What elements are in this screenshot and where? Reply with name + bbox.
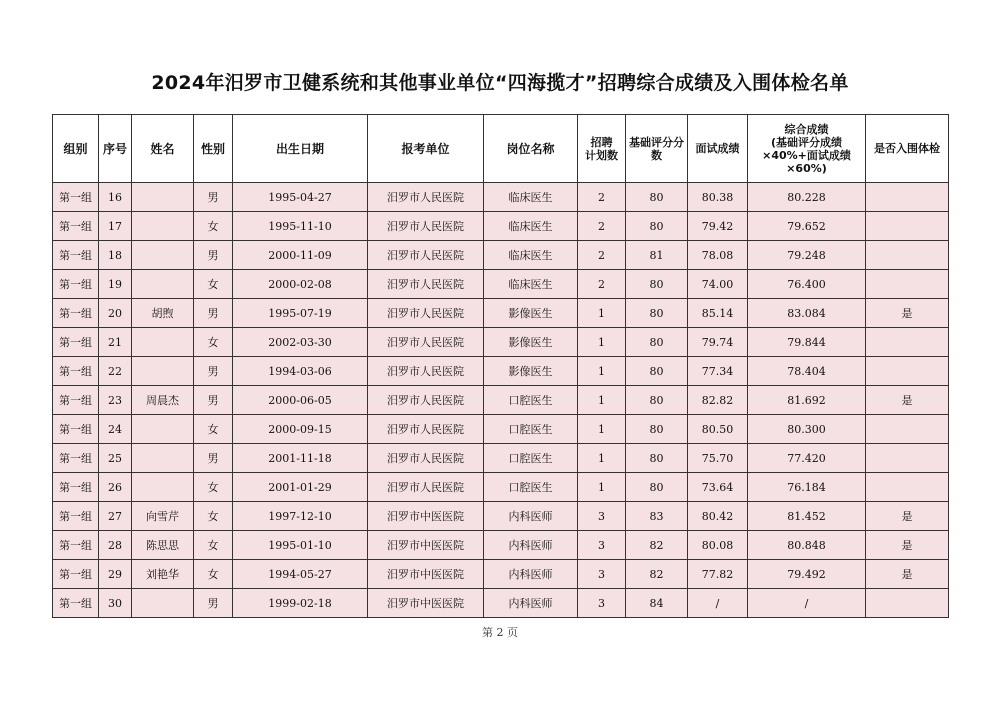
cell-group: 第一组 [53,183,99,212]
cell-name [132,183,194,212]
cell-name [132,473,194,502]
cell-name [132,444,194,473]
cell-plan: 3 [578,502,626,531]
cell-post: 口腔医生 [484,473,578,502]
cell-plan: 3 [578,589,626,618]
cell-birth-date: 1994-03-06 [233,357,368,386]
cell-gender: 男 [194,241,233,270]
cell-base-score: 80 [626,386,688,415]
table-row [53,386,949,415]
header-row [53,115,949,183]
page-title: 2024年汨罗市卫健系统和其他事业单位“四海揽才”招聘综合成绩及入围体检名单 [151,72,849,94]
cell-interview-score: 80.08 [688,531,748,560]
cell-post: 内科医师 [484,560,578,589]
cell-base-score: 80 [626,212,688,241]
cell-group: 第一组 [53,502,99,531]
cell-unit: 汨罗市人民医院 [368,212,484,241]
cell-interview-score: 79.74 [688,328,748,357]
cell-base-score: 82 [626,560,688,589]
cell-post: 临床医生 [484,241,578,270]
cell-physical-exam: 是 [866,560,949,589]
cell-interview-score: 77.34 [688,357,748,386]
cell-birth-date: 2001-11-18 [233,444,368,473]
cell-base-score: 80 [626,357,688,386]
cell-composite-score: 79.652 [748,212,866,241]
cell-base-score: 80 [626,270,688,299]
cell-plan: 1 [578,444,626,473]
cell-composite-score: 83.084 [748,299,866,328]
cell-physical-exam [866,415,949,444]
cell-group: 第一组 [53,386,99,415]
cell-base-score: 80 [626,183,688,212]
header-plan [578,115,626,183]
table-row [53,299,949,328]
cell-post: 临床医生 [484,212,578,241]
cell-physical-exam [866,212,949,241]
cell-gender: 女 [194,328,233,357]
table-row [53,560,949,589]
cell-post: 临床医生 [484,270,578,299]
table-row [53,531,949,560]
cell-unit: 汨罗市中医医院 [368,560,484,589]
cell-gender: 男 [194,299,233,328]
table-row [53,212,949,241]
cell-post: 口腔医生 [484,415,578,444]
cell-composite-score: 76.400 [748,270,866,299]
header-birth: 出生日期 [233,115,368,183]
header-seq: 序号 [99,115,132,183]
cell-unit: 汨罗市人民医院 [368,299,484,328]
cell-group: 第一组 [53,270,99,299]
cell-base-score: 80 [626,473,688,502]
cell-base-score: 80 [626,444,688,473]
table-row [53,589,949,618]
cell-composite-score: / [748,589,866,618]
cell-birth-date: 1994-05-27 [233,560,368,589]
cell-name [132,328,194,357]
cell-gender: 女 [194,531,233,560]
table-row [53,444,949,473]
cell-post: 临床医生 [484,183,578,212]
cell-physical-exam: 是 [866,299,949,328]
cell-gender: 女 [194,415,233,444]
cell-seq: 21 [99,328,132,357]
cell-group: 第一组 [53,328,99,357]
header-base-line1: 基础评分分 [629,135,684,149]
cell-composite-score: 81.452 [748,502,866,531]
cell-name [132,212,194,241]
cell-composite-score: 79.844 [748,328,866,357]
header-composite-line2: (基础评分成绩 [770,135,843,149]
cell-group: 第一组 [53,212,99,241]
cell-post: 内科医师 [484,589,578,618]
cell-name: 刘艳华 [132,560,194,589]
cell-physical-exam: 是 [866,502,949,531]
cell-group: 第一组 [53,531,99,560]
cell-composite-score: 76.184 [748,473,866,502]
cell-interview-score: 82.82 [688,386,748,415]
cell-interview-score: 74.00 [688,270,748,299]
table-row [53,270,949,299]
header-interview: 面试成绩 [688,115,748,183]
cell-interview-score: 80.50 [688,415,748,444]
cell-post: 内科医师 [484,531,578,560]
header-physical: 是否入围体检 [866,115,949,183]
cell-birth-date: 1997-12-10 [233,502,368,531]
cell-name [132,357,194,386]
cell-group: 第一组 [53,560,99,589]
cell-unit: 汨罗市中医医院 [368,531,484,560]
cell-seq: 16 [99,183,132,212]
cell-birth-date: 2000-09-15 [233,415,368,444]
cell-plan: 1 [578,386,626,415]
cell-seq: 19 [99,270,132,299]
cell-seq: 23 [99,386,132,415]
header-composite-line3: ×40%+面试成绩 [762,148,851,162]
cell-name [132,270,194,299]
header-plan-line2: 计划数 [585,148,618,162]
cell-group: 第一组 [53,589,99,618]
cell-seq: 28 [99,531,132,560]
cell-composite-score: 80.300 [748,415,866,444]
cell-post: 影像医生 [484,299,578,328]
cell-birth-date: 2001-01-29 [233,473,368,502]
cell-gender: 男 [194,589,233,618]
cell-base-score: 84 [626,589,688,618]
cell-interview-score: 73.64 [688,473,748,502]
cell-base-score: 81 [626,241,688,270]
cell-group: 第一组 [53,473,99,502]
cell-base-score: 80 [626,328,688,357]
cell-unit: 汨罗市人民医院 [368,241,484,270]
cell-physical-exam [866,183,949,212]
cell-interview-score: 77.82 [688,560,748,589]
cell-unit: 汨罗市中医医院 [368,589,484,618]
table-row [53,328,949,357]
cell-composite-score: 79.492 [748,560,866,589]
cell-gender: 女 [194,473,233,502]
cell-composite-score: 79.248 [748,241,866,270]
table-row [53,415,949,444]
cell-unit: 汨罗市中医医院 [368,502,484,531]
cell-interview-score: 80.42 [688,502,748,531]
header-gender: 性别 [194,115,233,183]
cell-physical-exam [866,444,949,473]
header-group: 组别 [53,115,99,183]
cell-name [132,589,194,618]
table-row [53,357,949,386]
cell-interview-score: 79.42 [688,212,748,241]
cell-seq: 26 [99,473,132,502]
cell-composite-score: 81.692 [748,386,866,415]
table-row [53,183,949,212]
cell-group: 第一组 [53,299,99,328]
header-plan-line1: 招聘 [590,135,613,149]
cell-base-score: 83 [626,502,688,531]
cell-birth-date: 1995-01-10 [233,531,368,560]
cell-post: 口腔医生 [484,444,578,473]
header-name: 姓名 [132,115,194,183]
cell-physical-exam: 是 [866,386,949,415]
cell-plan: 1 [578,473,626,502]
cell-unit: 汨罗市人民医院 [368,444,484,473]
cell-plan: 1 [578,357,626,386]
header-base-score [626,115,688,183]
cell-base-score: 80 [626,299,688,328]
results-table [52,114,949,618]
cell-plan: 1 [578,328,626,357]
cell-seq: 18 [99,241,132,270]
header-post: 岗位名称 [484,115,578,183]
header-composite-line4: ×60%) [786,161,827,175]
cell-plan: 1 [578,415,626,444]
cell-unit: 汨罗市人民医院 [368,415,484,444]
header-composite-line1: 综合成绩 [784,122,829,136]
cell-name: 陈思思 [132,531,194,560]
cell-interview-score: / [688,589,748,618]
cell-unit: 汨罗市人民医院 [368,473,484,502]
cell-seq: 29 [99,560,132,589]
cell-gender: 女 [194,270,233,299]
cell-gender: 男 [194,357,233,386]
cell-post: 口腔医生 [484,386,578,415]
cell-birth-date: 2000-06-05 [233,386,368,415]
cell-composite-score: 80.848 [748,531,866,560]
cell-interview-score: 80.38 [688,183,748,212]
cell-name [132,415,194,444]
cell-gender: 女 [194,560,233,589]
header-composite [748,115,866,183]
cell-gender: 女 [194,502,233,531]
cell-physical-exam [866,473,949,502]
cell-seq: 25 [99,444,132,473]
cell-interview-score: 85.14 [688,299,748,328]
cell-group: 第一组 [53,357,99,386]
cell-seq: 20 [99,299,132,328]
cell-name [132,241,194,270]
cell-interview-score: 78.08 [688,241,748,270]
cell-birth-date: 1995-11-10 [233,212,368,241]
table-row [53,502,949,531]
cell-gender: 女 [194,212,233,241]
cell-composite-score: 80.228 [748,183,866,212]
cell-name: 周晨杰 [132,386,194,415]
cell-base-score: 82 [626,531,688,560]
cell-physical-exam [866,270,949,299]
cell-birth-date: 2000-02-08 [233,270,368,299]
cell-physical-exam: 是 [866,531,949,560]
cell-base-score: 80 [626,415,688,444]
cell-unit: 汨罗市人民医院 [368,183,484,212]
cell-birth-date: 1995-04-27 [233,183,368,212]
table-row [53,473,949,502]
cell-plan: 2 [578,241,626,270]
cell-group: 第一组 [53,241,99,270]
cell-physical-exam [866,241,949,270]
cell-gender: 男 [194,183,233,212]
cell-post: 内科医师 [484,502,578,531]
cell-seq: 17 [99,212,132,241]
cell-birth-date: 2002-03-30 [233,328,368,357]
cell-plan: 3 [578,531,626,560]
cell-physical-exam [866,328,949,357]
table-body [53,183,949,618]
cell-plan: 2 [578,212,626,241]
cell-interview-score: 75.70 [688,444,748,473]
cell-name: 向雪芹 [132,502,194,531]
cell-plan: 2 [578,270,626,299]
cell-gender: 男 [194,444,233,473]
cell-plan: 3 [578,560,626,589]
cell-unit: 汨罗市人民医院 [368,386,484,415]
header-unit: 报考单位 [368,115,484,183]
cell-composite-score: 78.404 [748,357,866,386]
cell-unit: 汨罗市人民医院 [368,328,484,357]
cell-seq: 30 [99,589,132,618]
cell-birth-date: 1999-02-18 [233,589,368,618]
cell-unit: 汨罗市人民医院 [368,270,484,299]
cell-plan: 1 [578,299,626,328]
cell-seq: 22 [99,357,132,386]
header-base-line2: 数 [651,148,662,162]
cell-composite-score: 77.420 [748,444,866,473]
cell-physical-exam [866,357,949,386]
page-number: 第 2 页 [482,626,518,639]
cell-birth-date: 2000-11-09 [233,241,368,270]
cell-plan: 2 [578,183,626,212]
cell-seq: 24 [99,415,132,444]
cell-name: 胡煦 [132,299,194,328]
cell-group: 第一组 [53,444,99,473]
table-row [53,241,949,270]
cell-physical-exam [866,589,949,618]
cell-gender: 男 [194,386,233,415]
cell-post: 影像医生 [484,357,578,386]
cell-birth-date: 1995-07-19 [233,299,368,328]
cell-seq: 27 [99,502,132,531]
cell-group: 第一组 [53,415,99,444]
cell-unit: 汨罗市人民医院 [368,357,484,386]
cell-post: 影像医生 [484,328,578,357]
